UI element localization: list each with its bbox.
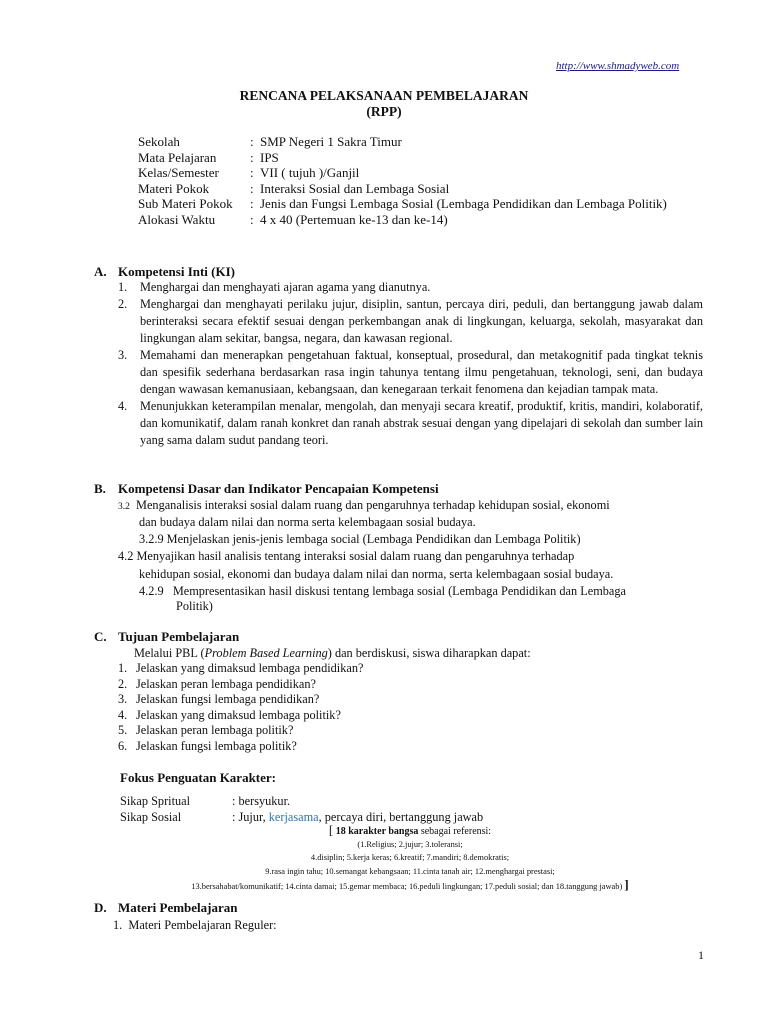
list-item (118, 677, 518, 693)
identity-label: Alokasi Waktu (138, 211, 216, 227)
section-b-heading (94, 481, 439, 497)
tujuan-intro (134, 645, 531, 662)
identity-label: Materi Pokok (138, 180, 210, 196)
identity-value: 4 x 40 (Pertemuan ke-13 dan ke-14) (260, 211, 448, 227)
item-text: Jelaskan peran lembaga pendidikan? (136, 676, 316, 691)
item-number: 5. (118, 723, 128, 737)
identity-row-alokasi (138, 212, 700, 228)
reference-head: sebagai referensi: (418, 826, 492, 837)
kerjasama-link[interactable]: kerjasama (268, 810, 319, 824)
item-number: 3. (118, 348, 128, 362)
identity-colon: : (250, 211, 254, 227)
identity-label: Sub Materi Pokok (138, 196, 233, 212)
identity-row-kelas (138, 165, 700, 181)
identity-value: Jenis dan Fungsi Lembaga Sosial (Lembaga Pendidikan dan Lembaga Politik) (260, 196, 667, 212)
list-item (118, 279, 703, 296)
reference-heading (110, 823, 710, 838)
identity-colon: : (250, 196, 254, 212)
item-text: Jelaskan yang dimaksud lembaga politik? (136, 707, 341, 722)
section-title: Tujuan Pembelajaran (118, 629, 240, 644)
indicator-4-2-9: 4.2.9 Mempresentasikan hasil diskusi tentang lembaga sosial (Lembaga Pendidikan dan Lembaga (139, 584, 626, 598)
item-text: Menghargai dan menghayati ajaran agama yang dianutnya. (140, 280, 431, 294)
ki-list (118, 279, 703, 449)
identity-label: Sekolah (138, 134, 180, 149)
identity-value: Interaksi Sosial dan Lembaga Sosial (260, 180, 450, 196)
sikap-spiritual-label: Sikap Spritual (120, 794, 191, 808)
list-item (118, 739, 518, 755)
item-text: Menghargai dan menghayati perilaku jujur, disiplin, santun, percaya diri, peduli, dan bertanggung jawab dalam berinteraksi secara efektif sesuai dengan perkembangan anak di lingkungan, keluarga, sekolah, masyarakat dan lingkungan alam sekitar, bangsa, negara, dan kawasan regional. (140, 297, 703, 345)
identity-table (138, 134, 700, 228)
item-number: 1. (118, 661, 128, 675)
list-item (118, 708, 518, 724)
sikap-spiritual-value: : bersyukur. (232, 794, 291, 808)
list-item (118, 661, 518, 677)
kd-3-2 (118, 497, 718, 516)
reference-line: 9.rasa ingin tahu; 10.semangat kebangsaan; 11.cinta tanah air; 12.menghargai prestasi; (265, 866, 555, 876)
list-item (118, 347, 703, 398)
indicator-4-2-9-cont: Politik) (176, 599, 213, 613)
item-text: Menunjukkan keterampilan menalar, mengolah, dan menyaji secara kreatif, produktif, kritis, mandiri, kolaboratif, dan komunikatif, dalam ranah konkret dan ranah abstrak sesuai dengan yang dipelajari di sekolah dan sumber lain yang sama dalam sudut pandang teori. (140, 399, 703, 447)
intro-text: ) dan berdiskusi, siswa diharapkan dapat: (327, 646, 531, 660)
item-text: Jelaskan fungsi lembaga politik? (136, 738, 297, 753)
kd-4-2-cont: kehidupan sosial, ekonomi dan budaya dalam nilai dan norma, serta kelembagaan sosial budaya. (139, 567, 614, 581)
document-subtitle: (RPP) (366, 104, 402, 119)
section-title: Materi Pembelajaran (118, 900, 238, 915)
identity-colon: : (250, 149, 254, 165)
identity-row-mapel (138, 150, 700, 166)
identity-label: Mata Pelajaran (138, 149, 217, 165)
document-title: RENCANA PELAKSANAAN PEMBELAJARAN (239, 88, 529, 103)
bracket-open: [ (328, 822, 334, 837)
kd-text: Menganalisis interaksi sosial dalam ruang dan pengaruhnya terhadap kehidupan sosial, ekonomi (136, 498, 610, 512)
header-url-link[interactable]: http://www.shmadyweb.com (556, 60, 680, 72)
identity-value: VII ( tujuh )/Ganjil (260, 165, 360, 181)
list-item (118, 398, 703, 449)
kd-4-2: 4.2 Menyajikan hasil analisis tentang interaksi sosial dalam ruang dan pengaruhnya terhadap (118, 549, 575, 563)
reference-line: 13.bersahabat/komunikatif; 14.cinta damai; 15.gemar membaca; 16.peduli lingkungan; 17.peduli sosial; dan 18.tanggung jawab) (191, 881, 623, 891)
kd-number: 3.2 (118, 502, 130, 512)
item-text: Jelaskan peran lembaga politik? (136, 723, 294, 737)
section-c-heading (94, 629, 239, 645)
bracket-close: ] (624, 876, 629, 892)
sosial-text: : Jujur, (232, 810, 269, 824)
identity-label: Kelas/Semester (138, 165, 219, 181)
section-letter: C. (94, 629, 107, 644)
materi-item (113, 917, 277, 934)
sosial-text: , percaya diri, bertanggung jawab (318, 810, 484, 824)
reference-line-last (110, 878, 710, 893)
item-number: 2. (118, 297, 128, 311)
section-letter: D. (94, 900, 107, 915)
identity-value: SMP Negeri 1 Sakra Timur (260, 134, 402, 149)
item-text: Materi Pembelajaran Reguler: (128, 918, 277, 932)
kd-3-2-cont: dan budaya dalam nilai dan norma serta kelembagaan sosial budaya. (139, 515, 476, 529)
indicator-3-2-9: 3.2.9 Menjelaskan jenis-jenis lembaga social (Lembaga Pendidikan dan Lembaga Politik) (139, 532, 581, 546)
tujuan-list (118, 661, 518, 754)
section-title: Kompetensi Inti (KI) (118, 264, 235, 279)
item-number: 6. (118, 738, 128, 753)
list-item (118, 723, 518, 739)
sikap-sosial-label: Sikap Sosial (120, 810, 182, 824)
item-number: 3. (118, 692, 128, 706)
identity-colon: : (250, 180, 254, 196)
list-item (118, 296, 703, 347)
section-a-heading (94, 264, 235, 280)
reference-line: 4.disiplin; 5.kerja keras; 6.kreatif; 7.mandiri; 8.demokratis; (310, 853, 510, 863)
item-number: 4. (118, 707, 128, 722)
item-text: Memahami dan menerapkan pengetahuan faktual, konseptual, prosedural, dan metakognitif pada tingkat teknis dan spesifik sederhana berdasarkan rasa ingin tahunya tentang ilmu pengetahuan, teknologi, seni, dan budaya dengan wawasan kemanusiaan, kebangsaan, dan kenegaraan terkait fenomena dan kejadian tampak mata. (140, 348, 703, 396)
page-number: 1 (698, 948, 704, 962)
item-text: Jelaskan yang dimaksud lembaga pendidikan? (136, 661, 364, 675)
section-letter: A. (94, 264, 107, 279)
reference-bold: 18 karakter bangsa (333, 826, 419, 837)
section-title: Kompetensi Dasar dan Indikator Pencapaian Kompetensi (118, 481, 439, 496)
section-d-heading (94, 900, 237, 916)
identity-colon: : (250, 134, 254, 149)
identity-row-sekolah (138, 134, 700, 150)
item-number: 2. (118, 676, 128, 691)
item-text: Jelaskan fungsi lembaga pendidikan? (136, 692, 320, 706)
list-item (118, 692, 518, 708)
item-number: 1. (113, 918, 123, 932)
reference-line: (1.Religius; 2.jujur; 3.toleransi; (357, 840, 463, 850)
fokus-title: Fokus Penguatan Karakter: (120, 770, 276, 785)
identity-row-materi (138, 181, 700, 197)
karakter-reference (110, 823, 710, 893)
intro-emphasis: Problem Based Learning (204, 646, 328, 660)
section-letter: B. (94, 481, 106, 496)
item-number: 4. (118, 399, 128, 413)
intro-text: Melalui PBL ( (134, 646, 205, 660)
identity-value: IPS (260, 149, 279, 165)
identity-row-sub-materi (138, 196, 700, 212)
identity-colon: : (250, 165, 254, 181)
item-number: 1. (118, 280, 128, 294)
